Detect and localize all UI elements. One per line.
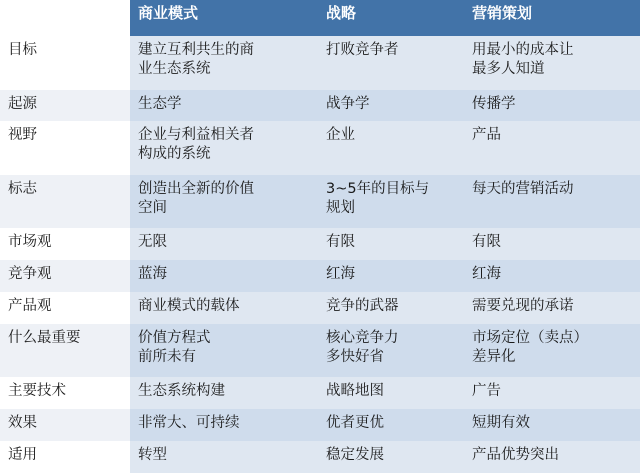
cell-line: 构成的系统	[138, 146, 211, 163]
table-cell	[464, 409, 640, 441]
table-cell	[318, 228, 464, 260]
row-label: 什么最重要	[0, 324, 130, 378]
cell-line: 建立互利共生的商	[138, 42, 254, 58]
table-cell	[318, 260, 464, 292]
table-cell	[318, 292, 464, 324]
cell-line: 非常大、可持续	[138, 415, 240, 432]
table-cell	[464, 377, 640, 409]
cell-line: 前所未有	[138, 349, 196, 365]
row-label: 产品观	[0, 292, 130, 324]
header-cell-business-model: 商业模式	[130, 0, 318, 36]
table-cell	[130, 409, 318, 441]
table-cell	[318, 324, 464, 378]
cell-line: 红海	[472, 266, 501, 283]
cell-line: 生态系统构建	[138, 383, 225, 400]
header-cell-corner	[0, 0, 130, 36]
table-row	[0, 90, 640, 122]
row-label: 效果	[0, 409, 130, 441]
cell-line: 生态学	[138, 95, 182, 112]
row-label: 标志	[0, 175, 130, 229]
cell-line: 差异化	[472, 349, 516, 365]
cell-line: 有限	[326, 234, 355, 251]
table-row	[0, 175, 640, 229]
cell-line: 最多人知道	[472, 61, 545, 78]
header-cell-marketing: 营销策划	[464, 0, 640, 36]
cell-line: 企业与利益相关者	[138, 127, 254, 144]
table-cell	[318, 441, 464, 473]
table-cell	[318, 409, 464, 441]
cell-line: 红海	[326, 266, 355, 283]
table-cell	[464, 441, 640, 473]
table-cell	[130, 121, 318, 175]
table-row	[0, 377, 640, 409]
cell-line: 需要兑现的承诺	[472, 298, 574, 315]
cell-line: 优者更优	[326, 415, 384, 432]
row-label: 主要技术	[0, 377, 130, 409]
cell-line: 稳定发展	[326, 447, 384, 464]
row-label: 适用	[0, 441, 130, 473]
table-row	[0, 260, 640, 292]
cell-line: 3~5年的目标与	[326, 180, 430, 197]
table-cell	[130, 36, 318, 90]
cell-line: 市场定位（卖点）	[472, 329, 588, 346]
cell-line: 广告	[472, 383, 501, 400]
table-cell	[318, 121, 464, 175]
cell-line: 价值方程式	[138, 329, 211, 346]
table-cell	[464, 175, 640, 229]
cell-line: 蓝海	[138, 266, 167, 283]
cell-line: 竞争的武器	[326, 298, 399, 315]
row-label: 竞争观	[0, 260, 130, 292]
cell-line: 多快好省	[326, 349, 384, 365]
cell-line: 产品	[472, 127, 501, 144]
cell-line: 打败竞争者	[326, 42, 399, 58]
header-row	[0, 0, 640, 36]
table-cell	[130, 228, 318, 260]
table-cell	[464, 324, 640, 378]
table-cell	[130, 175, 318, 229]
table-row	[0, 121, 640, 175]
row-label: 起源	[0, 90, 130, 122]
table-cell	[464, 228, 640, 260]
row-label: 目标	[0, 36, 130, 90]
table-cell	[318, 90, 464, 122]
table-cell	[318, 377, 464, 409]
table-cell	[318, 175, 464, 229]
header-cell-strategy: 战略	[318, 0, 464, 36]
cell-line: 战争学	[326, 95, 370, 112]
cell-line: 转型	[138, 447, 167, 464]
table-row	[0, 228, 640, 260]
cell-line: 无限	[138, 234, 167, 251]
cell-line: 用最小的成本让	[472, 42, 574, 58]
cell-line: 业生态系统	[138, 61, 211, 78]
row-label: 市场观	[0, 228, 130, 260]
table-cell	[130, 90, 318, 122]
table-cell	[130, 441, 318, 473]
table-cell	[130, 324, 318, 378]
table-cell	[464, 90, 640, 122]
table-row	[0, 409, 640, 441]
cell-line: 创造出全新的价值	[138, 180, 254, 197]
table-cell	[130, 377, 318, 409]
table-cell	[464, 36, 640, 90]
cell-line: 短期有效	[472, 415, 530, 432]
table-cell	[130, 260, 318, 292]
table-cell	[130, 292, 318, 324]
cell-line: 传播学	[472, 95, 516, 112]
cell-line: 有限	[472, 234, 501, 251]
table-row	[0, 441, 640, 473]
cell-line: 每天的营销活动	[472, 180, 574, 197]
table-row	[0, 324, 640, 378]
table-header	[0, 0, 640, 36]
cell-line: 核心竞争力	[326, 329, 399, 346]
table-cell	[464, 121, 640, 175]
table-body	[0, 36, 640, 473]
table-row	[0, 36, 640, 90]
cell-line: 空间	[138, 199, 167, 216]
cell-line: 战略地图	[326, 383, 384, 400]
cell-line: 产品优势突出	[472, 447, 559, 464]
table-cell	[464, 260, 640, 292]
cell-line: 企业	[326, 127, 355, 144]
cell-line: 商业模式的载体	[138, 298, 240, 315]
row-label: 视野	[0, 121, 130, 175]
table-cell	[318, 36, 464, 90]
table-cell	[464, 292, 640, 324]
cell-line: 规划	[326, 199, 355, 216]
table-row	[0, 292, 640, 324]
